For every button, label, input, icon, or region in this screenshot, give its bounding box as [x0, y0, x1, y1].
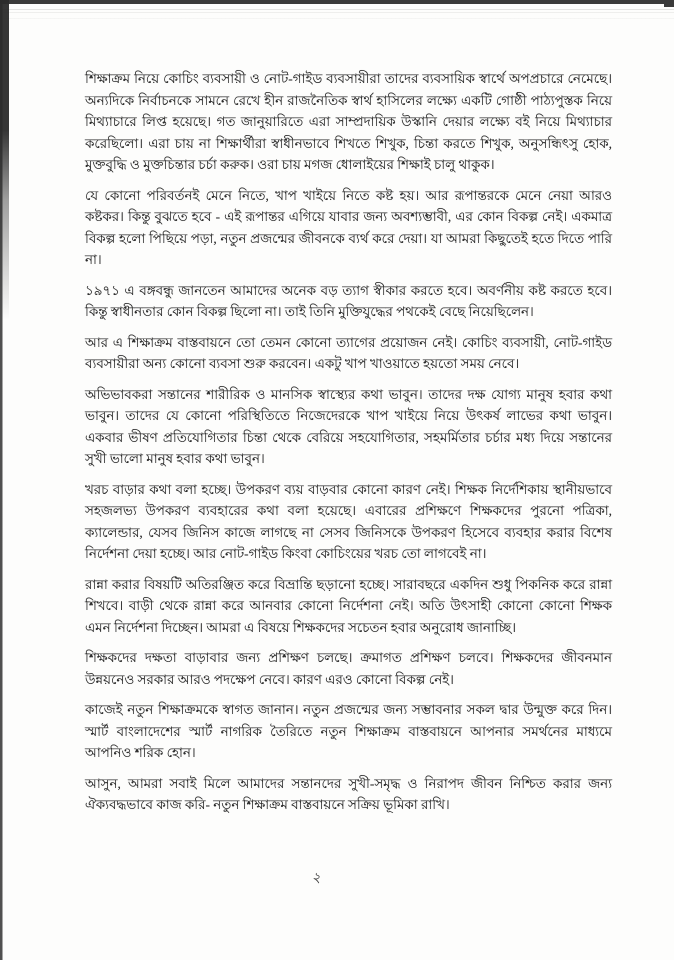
- paragraph: খরচ বাড়ার কথা বলা হচ্ছে। উপকরণ ব্যয় বাড়বার কোনো কারণ নেই। শিক্ষক নির্দেশিকায় স্থানীয়ভাবে সহজলভ্য উপকরণ ব্যবহারের কথা বলা হয়েছে। এবারের প্রশিক্ষণে শিক্ষকদের পুরনো পত্রিকা, ক্যালেন্ডার, যেসব জিনিস কাজে লাগছে না সেসব জিনিসকে উপকরণ হিসেবে ব্যবহার করার বিশেষ নির্দেশনা দেয়া হচ্ছে। আর নোট-গাইড কিংবা কোচিংয়ের খরচ তো লাগবেই না।: [85, 481, 612, 561]
- scan-top-right-corner-mark: [664, 0, 674, 7]
- paragraph: অভিভাবকরা সন্তানের শারীরিক ও মানসিক স্বাস্থ্যের কথা ভাবুন। তাদের দক্ষ যোগ্য মানুষ হবার কথা ভাবুন। তাদের যে কোনো পরিস্থিতিতে নিজেদেরকে খাপ খাইয়ে নিয়ে উৎকর্ষ লাভের কথা ভাবুন। একবার ভীষণ প্রতিযোগিতার চিন্তা থেকে বেরিয়ে সহযোগিতার, সহমর্মিতার চর্চার মধ্য দিয়ে সন্তানের সুখী ভালো মানুষ হবার কথা ভাবুন।: [85, 386, 612, 466]
- paragraph: শিক্ষকদের দক্ষতা বাড়াবার জন্য প্রশিক্ষণ চলছে। ক্রমাগত প্রশিক্ষণ চলবে। শিক্ষকদের জীবনমান উন্নয়নেও সরকার আরও পদক্ষেপ নেবে। কারণ এরও কোনো বিকল্প নেই।: [85, 650, 612, 687]
- paragraph: শিক্ষাক্রম নিয়ে কোচিং ব্যবসায়ী ও নোট-গাইড ব্যবসায়ীরা তাদের ব্যবসায়িক স্বার্থে অপপ্রচারে নেমেছে। অন্যদিকে নির্বাচনকে সামনে রেখে হীন রাজনৈতিক স্বার্থ হাসিলের লক্ষ্যে একটি গোষ্ঠী পাঠ্যপুস্তক নিয়ে মিথ্যাচারে লিপ্ত হয়েছে। গত জানুয়ারিতে এরা সাম্প্রদায়িক উস্কানি দেয়ার লক্ষ্যে বই নিয়ে মিথ্যাচার করেছিলো। এরা চায় না শিক্ষার্থীরা স্বাধীনভাবে শিখতে শিখুক, চিন্তা করতে শিখুক, অনুসন্ধিৎসু হোক, মুক্তবুদ্ধি ও মুক্তচিন্তার চর্চা করুক। ওরা চায় মগজ ধোলাইয়ের শিক্ষাই চালু থাকুক।: [85, 71, 612, 172]
- paragraph: কাজেই নতুন শিক্ষাক্রমকে স্বাগত জানান। নতুন প্রজন্মের জন্য সম্ভাবনার সকল দ্বার উন্মুক্ত করে দিন। স্মার্ট বাংলাদেশের স্মার্ট নাগরিক তৈরিতে নতুন শিক্ষাক্রম বাস্তবায়নে আপনার সমর্থনের মাধ্যমে আপনিও শরিক হোন।: [85, 702, 612, 760]
- paragraph: ১৯৭১ এ বঙ্গবন্ধু জানতেন আমাদের অনেক বড় ত্যাগ স্বীকার করতে হবে। অবর্ণনীয় কষ্ট করতে হবে। কিন্তু স্বাধীনতার কোন বিকল্প ছিলো না। তাই তিনি মুক্তিযুদ্ধের পথকেই বেছে নিয়েছিলেন।: [85, 282, 612, 319]
- paragraph: রান্না করার বিষয়টি অতিরঞ্জিত করে বিভ্রান্তি ছড়ানো হচ্ছে। সারাবছরে একদিন শুধু পিকনিক করে রান্না শিখবে। বাড়ী থেকে রান্না করে আনবার কোনো নির্দেশনা নেই। অতি উৎসাহী কোনো কোনো শিক্ষক এমন নির্দেশনা দিচ্ছেন। আমরা এ বিষয়ে শিক্ষকদের সচেতন হবার অনুরোধ জানাচ্ছি।: [85, 576, 612, 635]
- page-body: [85, 68, 612, 825]
- paragraph: আসুন, আমরা সবাই মিলে আমাদের সন্তানদের সুখী-সমৃদ্ধ ও নিরাপদ জীবন নিশ্চিত করার জন্য ঐক্যবদ্ধভাবে কাজ করি- নতুন শিক্ষাক্রম বাস্তবায়নে সক্রিয় ভূমিকা রাখি।: [85, 775, 612, 812]
- scan-paper-streaks: [0, 12, 674, 26]
- paragraph: যে কোনো পরিবর্তনই মেনে নিতে, খাপ খাইয়ে নিতে কষ্ট হয়। আর রূপান্তরকে মেনে নেয়া আরও কষ্টকর। কিন্তু বুঝতে হবে - এই রূপান্তর এগিয়ে যাবার জন্য অবশ্যম্ভাবী, এর কোন বিকল্প নেই। একমাত্র বিকল্প হলো পিছিয়ে পড়া, নতুন প্রজন্মের জীবনকে ব্যর্থ করে দেয়া। যা আমরা কিছুতেই হতে দিতে পারি না।: [85, 187, 612, 267]
- page-number: ২: [311, 871, 321, 886]
- scan-top-edge: [0, 0, 674, 4]
- scan-left-edge: [0, 0, 9, 960]
- paragraph: আর এ শিক্ষাক্রম বাস্তবায়নে তো তেমন কোনো ত্যাগের প্রয়োজন নেই। কোচিং ব্যবসায়ী, নোট-গাইড ব্যবসায়ীরা অন্য কোনো ব্যবসা শুরু করবেন। একটু খাপ খাওয়াতে হয়তো সময় নেবে।: [85, 334, 612, 371]
- scan-top-shadow-line: [0, 9, 674, 10]
